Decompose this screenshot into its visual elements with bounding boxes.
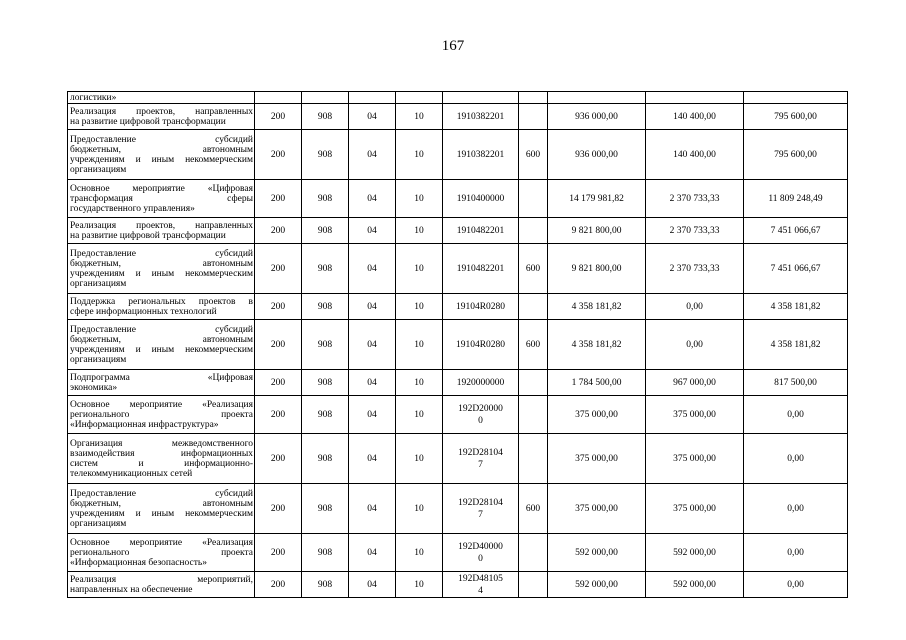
cell-section-code: 04	[349, 104, 396, 130]
cell-subsection-code: 10	[396, 218, 443, 244]
cell-status-code: 200	[255, 434, 302, 484]
cell-target-article: 19104R0280	[443, 320, 519, 370]
cell-section-code: 04	[349, 572, 396, 598]
table-row	[68, 244, 848, 294]
budget-table	[67, 91, 848, 598]
cell-target-article: 1910400000	[443, 180, 519, 218]
cell-amount-regional: 0,00	[744, 434, 848, 484]
cell-amount-total: 9 821 800,00	[548, 244, 646, 294]
cell-amount-total: 9 821 800,00	[548, 218, 646, 244]
description-line: бюджетным, автономным	[70, 334, 253, 345]
cell-expense-type	[519, 534, 548, 572]
cell-status-code: 200	[255, 534, 302, 572]
cell-subsection-code: 10	[396, 370, 443, 396]
cell-amount-federal: 0,00	[646, 320, 744, 370]
cell-expense-type	[519, 104, 548, 130]
cell-ministry-code: 908	[302, 370, 349, 396]
cell-ministry-code: 908	[302, 396, 349, 434]
description-line: бюджетным, автономным	[70, 498, 253, 509]
cell-section-code: 04	[349, 534, 396, 572]
cell-subsection-code: 10	[396, 180, 443, 218]
cell-amount-total: 592 000,00	[548, 572, 646, 598]
cell-target-article: 192D28104 7	[443, 434, 519, 484]
row-description	[68, 180, 255, 218]
description-line: систем и информационно-	[70, 458, 253, 469]
cell-amount-regional: 7 451 066,67	[744, 218, 848, 244]
cell-expense-type	[519, 218, 548, 244]
cell-amount-total: 592 000,00	[548, 534, 646, 572]
cell-section-code: 04	[349, 484, 396, 534]
description-line: Основное мероприятие «Реализация	[70, 399, 253, 410]
cell-target-article: 1910382201	[443, 104, 519, 130]
cell-ministry-code: 908	[302, 320, 349, 370]
row-description	[68, 534, 255, 572]
cell-ministry-code: 908	[302, 104, 349, 130]
cell-ministry-code	[302, 92, 349, 104]
cell-amount-regional: 795 600,00	[744, 104, 848, 130]
cell-target-article: 192D48105 4	[443, 572, 519, 598]
description-line: государственного управления»	[70, 203, 195, 214]
cell-status-code: 200	[255, 218, 302, 244]
cell-amount-regional: 817 500,00	[744, 370, 848, 396]
description-line: регионального проекта	[70, 409, 253, 420]
cell-amount-total: 1 784 500,00	[548, 370, 646, 396]
cell-amount-federal: 140 400,00	[646, 104, 744, 130]
cell-expense-type	[519, 396, 548, 434]
cell-amount-federal: 140 400,00	[646, 130, 744, 180]
cell-amount-regional	[744, 92, 848, 104]
cell-expense-type	[519, 572, 548, 598]
description-line: на развитие цифровой трансформации	[70, 230, 226, 241]
cell-ministry-code: 908	[302, 572, 349, 598]
cell-subsection-code: 10	[396, 484, 443, 534]
cell-status-code: 200	[255, 320, 302, 370]
cell-amount-total: 375 000,00	[548, 484, 646, 534]
cell-amount-federal: 2 370 733,33	[646, 180, 744, 218]
cell-section-code: 04	[349, 180, 396, 218]
budget-table-container	[67, 91, 849, 640]
description-line: сфере информационных технологий	[70, 306, 217, 317]
cell-section-code: 04	[349, 244, 396, 294]
cell-status-code: 200	[255, 180, 302, 218]
table-row	[68, 130, 848, 180]
description-line: организациям	[70, 278, 127, 289]
cell-amount-total: 936 000,00	[548, 130, 646, 180]
cell-amount-total: 4 358 181,82	[548, 320, 646, 370]
cell-ministry-code: 908	[302, 484, 349, 534]
cell-expense-type: 600	[519, 130, 548, 180]
table-row	[68, 534, 848, 572]
description-line: экономика»	[70, 382, 118, 393]
cell-status-code: 200	[255, 396, 302, 434]
cell-target-article: 1920000000	[443, 370, 519, 396]
cell-target-article: 1910482201	[443, 218, 519, 244]
cell-status-code: 200	[255, 104, 302, 130]
row-description	[68, 218, 255, 244]
cell-amount-regional: 11 809 248,49	[744, 180, 848, 218]
cell-expense-type	[519, 92, 548, 104]
cell-section-code: 04	[349, 130, 396, 180]
cell-ministry-code: 908	[302, 180, 349, 218]
description-line: Основное мероприятие «Цифровая	[70, 183, 253, 194]
cell-ministry-code: 908	[302, 534, 349, 572]
cell-expense-type	[519, 180, 548, 218]
table-row	[68, 104, 848, 130]
cell-status-code: 200	[255, 484, 302, 534]
row-description	[68, 104, 255, 130]
cell-expense-type	[519, 294, 548, 320]
cell-amount-federal: 967 000,00	[646, 370, 744, 396]
cell-section-code	[349, 92, 396, 104]
description-line: взаимодействия информационных	[70, 448, 253, 459]
row-description	[68, 294, 255, 320]
cell-target-article: 192D20000 0	[443, 396, 519, 434]
cell-section-code: 04	[349, 320, 396, 370]
description-line: Подпрограмма «Цифровая	[70, 372, 253, 383]
description-line: учреждениям и иным некоммерческим	[70, 508, 253, 519]
cell-amount-federal: 0,00	[646, 294, 744, 320]
cell-subsection-code: 10	[396, 434, 443, 484]
table-row	[68, 572, 848, 598]
description-line: организациям	[70, 164, 127, 175]
cell-status-code: 200	[255, 294, 302, 320]
cell-amount-total: 4 358 181,82	[548, 294, 646, 320]
table-body	[68, 92, 848, 598]
cell-status-code: 200	[255, 130, 302, 180]
cell-expense-type	[519, 370, 548, 396]
cell-amount-regional: 7 451 066,67	[744, 244, 848, 294]
description-line: «Информационная безопасность»	[70, 557, 207, 568]
cell-amount-regional: 0,00	[744, 484, 848, 534]
cell-amount-federal: 375 000,00	[646, 434, 744, 484]
description-line: Предоставление субсидий	[70, 488, 253, 499]
cell-amount-total: 375 000,00	[548, 396, 646, 434]
description-line: учреждениям и иным некоммерческим	[70, 344, 253, 355]
description-line: организациям	[70, 518, 127, 529]
description-line: Предоставление субсидий	[70, 324, 253, 335]
cell-amount-federal: 2 370 733,33	[646, 218, 744, 244]
description-line: логистики»	[70, 92, 117, 103]
page-number: 167	[441, 38, 465, 54]
description-line: трансформация сферы	[70, 193, 253, 204]
cell-ministry-code: 908	[302, 130, 349, 180]
cell-amount-total	[548, 92, 646, 104]
cell-target-article: 192D28104 7	[443, 484, 519, 534]
description-line: Поддержка региональных проектов в	[70, 296, 253, 307]
row-description	[68, 370, 255, 396]
cell-ministry-code: 908	[302, 218, 349, 244]
table-row	[68, 180, 848, 218]
cell-expense-type: 600	[519, 484, 548, 534]
cell-expense-type	[519, 434, 548, 484]
row-description	[68, 434, 255, 484]
description-line: организациям	[70, 354, 127, 365]
cell-status-code: 200	[255, 572, 302, 598]
cell-amount-total: 936 000,00	[548, 104, 646, 130]
cell-section-code: 04	[349, 294, 396, 320]
cell-subsection-code	[396, 92, 443, 104]
cell-subsection-code: 10	[396, 396, 443, 434]
cell-amount-total: 14 179 981,82	[548, 180, 646, 218]
cell-target-article: 19104R0280	[443, 294, 519, 320]
table-row	[68, 484, 848, 534]
cell-status-code: 200	[255, 244, 302, 294]
cell-amount-regional: 4 358 181,82	[744, 320, 848, 370]
cell-amount-federal: 375 000,00	[646, 484, 744, 534]
description-line: на развитие цифровой трансформации	[70, 116, 226, 127]
cell-subsection-code: 10	[396, 244, 443, 294]
description-line: Предоставление субсидий	[70, 248, 253, 259]
cell-subsection-code: 10	[396, 104, 443, 130]
row-description	[68, 130, 255, 180]
cell-amount-federal: 2 370 733,33	[646, 244, 744, 294]
row-description	[68, 572, 255, 598]
description-line: Организация межведомственного	[70, 438, 253, 449]
description-line: бюджетным, автономным	[70, 258, 253, 269]
cell-subsection-code: 10	[396, 320, 443, 370]
cell-amount-total: 375 000,00	[548, 434, 646, 484]
cell-amount-federal: 375 000,00	[646, 396, 744, 434]
description-line: Реализация мероприятий,	[70, 574, 253, 585]
row-description	[68, 320, 255, 370]
cell-ministry-code: 908	[302, 244, 349, 294]
description-line: учреждениям и иным некоммерческим	[70, 154, 253, 165]
cell-amount-regional: 0,00	[744, 572, 848, 598]
cell-ministry-code: 908	[302, 434, 349, 484]
table-row	[68, 294, 848, 320]
table-row	[68, 434, 848, 484]
cell-section-code: 04	[349, 434, 396, 484]
cell-target-article: 1910482201	[443, 244, 519, 294]
cell-status-code: 200	[255, 370, 302, 396]
description-line: направленных на обеспечение	[70, 584, 193, 595]
description-line: Реализация проектов, направленных	[70, 106, 253, 117]
cell-amount-federal	[646, 92, 744, 104]
cell-subsection-code: 10	[396, 294, 443, 320]
table-row	[68, 92, 848, 104]
cell-ministry-code: 908	[302, 294, 349, 320]
cell-amount-regional: 795 600,00	[744, 130, 848, 180]
cell-subsection-code: 10	[396, 130, 443, 180]
cell-target-article	[443, 92, 519, 104]
description-line: регионального проекта	[70, 547, 253, 558]
cell-amount-federal: 592 000,00	[646, 534, 744, 572]
description-line: Реализация проектов, направленных	[70, 220, 253, 231]
cell-subsection-code: 10	[396, 572, 443, 598]
cell-section-code: 04	[349, 370, 396, 396]
description-line: телекоммуникационных сетей	[70, 468, 193, 479]
row-description	[68, 484, 255, 534]
description-line: Основное мероприятие «Реализация	[70, 537, 253, 548]
description-line: бюджетным, автономным	[70, 144, 253, 155]
row-description	[68, 396, 255, 434]
description-line: учреждениям и иным некоммерческим	[70, 268, 253, 279]
cell-expense-type: 600	[519, 320, 548, 370]
table-row	[68, 218, 848, 244]
cell-target-article: 192D40000 0	[443, 534, 519, 572]
cell-subsection-code: 10	[396, 534, 443, 572]
cell-target-article: 1910382201	[443, 130, 519, 180]
cell-expense-type: 600	[519, 244, 548, 294]
row-description	[68, 92, 255, 104]
table-row	[68, 320, 848, 370]
cell-section-code: 04	[349, 218, 396, 244]
cell-section-code: 04	[349, 396, 396, 434]
description-line: «Информационная инфраструктура»	[70, 419, 219, 430]
table-row	[68, 396, 848, 434]
row-description	[68, 244, 255, 294]
cell-amount-regional: 0,00	[744, 534, 848, 572]
cell-amount-federal: 592 000,00	[646, 572, 744, 598]
description-line: Предоставление субсидий	[70, 134, 253, 145]
cell-amount-regional: 0,00	[744, 396, 848, 434]
cell-status-code	[255, 92, 302, 104]
cell-amount-regional: 4 358 181,82	[744, 294, 848, 320]
table-row	[68, 370, 848, 396]
